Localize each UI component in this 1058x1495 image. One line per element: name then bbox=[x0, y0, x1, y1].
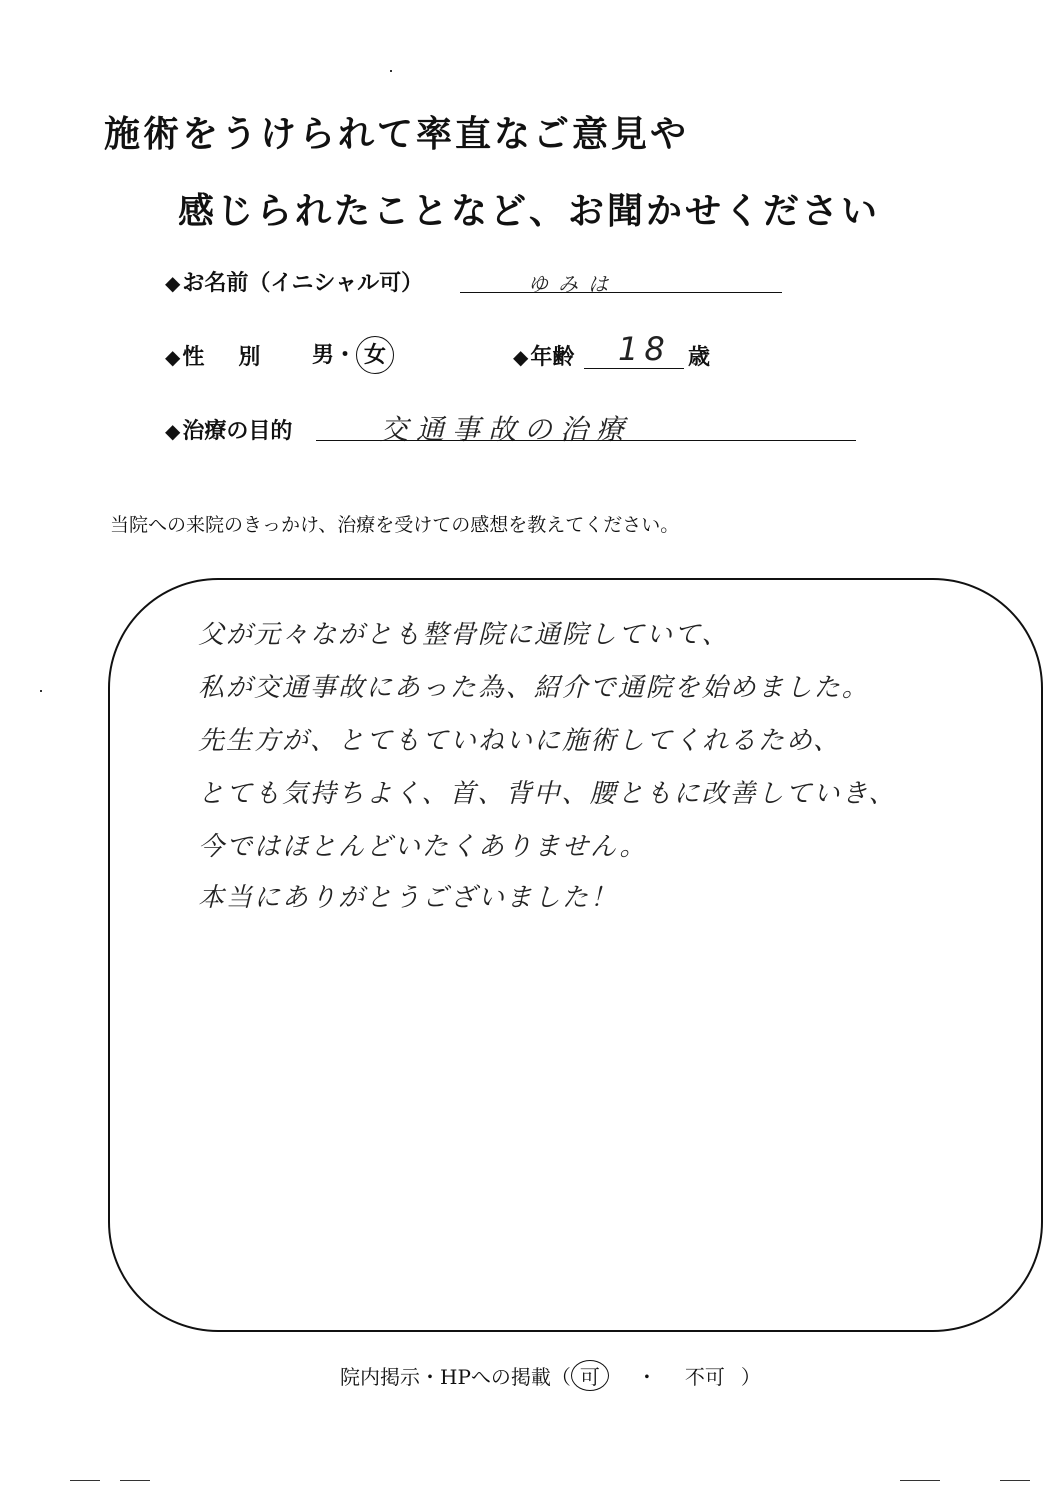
comment-line: 先生方が、とてもていねいに施術してくれるため、 bbox=[198, 726, 841, 756]
purpose-row bbox=[165, 414, 292, 445]
diamond-bullet-icon: ◆ bbox=[513, 345, 529, 369]
gender-label: 性 別 bbox=[182, 344, 267, 370]
comment-text bbox=[198, 622, 1018, 942]
scan-speck bbox=[120, 1480, 150, 1481]
comment-line: 本当にありがとうございました！ bbox=[198, 883, 619, 913]
gender-row bbox=[165, 340, 266, 371]
diamond-bullet-icon: ◆ bbox=[165, 271, 181, 295]
comment-box bbox=[108, 578, 1043, 1332]
comment-line: 父が元々ながとも整骨院に通院していて、 bbox=[198, 620, 730, 650]
publication-consent bbox=[340, 1360, 761, 1391]
title-line-1: 施術をうけられて率直なご意見や bbox=[104, 113, 690, 155]
purpose-value: 交通事故の治療 bbox=[380, 413, 633, 446]
gender-female-circled: 女 bbox=[356, 336, 394, 374]
diamond-bullet-icon: ◆ bbox=[165, 419, 181, 443]
comment-line: 私が交通事故にあった為、紹介で通院を始めました。 bbox=[198, 673, 870, 703]
title-line-2: 感じられたことなど、お聞かせください bbox=[178, 190, 881, 232]
name-row bbox=[165, 266, 423, 297]
age-value: 18 bbox=[618, 330, 671, 368]
option-allowed-circled: 可 bbox=[571, 1360, 609, 1391]
gender-male: 男 bbox=[312, 342, 335, 368]
age-label: 年齢 bbox=[530, 344, 575, 370]
purpose-label: 治療の目的 bbox=[182, 418, 293, 444]
intro-text: 当院への来院のきっかけ、治療を受けての感想を教えてください。 bbox=[110, 514, 680, 536]
comment-line: とても気持ちよく、首、背中、腰ともに改善していき、 bbox=[198, 779, 897, 809]
publication-close: ） bbox=[740, 1365, 761, 1389]
scan-speck bbox=[900, 1480, 940, 1481]
gender-options bbox=[312, 336, 394, 374]
scan-speck bbox=[390, 70, 392, 72]
name-value: ゆみは bbox=[528, 272, 618, 296]
option-separator: ・ bbox=[636, 1365, 657, 1389]
option-denied: 不可 bbox=[684, 1365, 725, 1389]
diamond-bullet-icon: ◆ bbox=[165, 345, 181, 369]
comment-line: 今ではほとんどいたくありません。 bbox=[198, 832, 648, 862]
gender-separator: ・ bbox=[334, 342, 357, 368]
scan-speck bbox=[1000, 1480, 1030, 1481]
purpose-underline bbox=[316, 440, 856, 441]
scan-speck bbox=[40, 690, 42, 692]
publication-label: 院内掲示・HPへの掲載（ bbox=[340, 1365, 571, 1389]
scan-speck bbox=[70, 1480, 100, 1481]
name-underline bbox=[460, 292, 782, 293]
age-underline bbox=[584, 368, 684, 369]
age-row bbox=[513, 340, 574, 371]
age-unit: 歳 bbox=[688, 344, 711, 370]
name-label: お名前（イニシャル可） bbox=[182, 270, 424, 296]
